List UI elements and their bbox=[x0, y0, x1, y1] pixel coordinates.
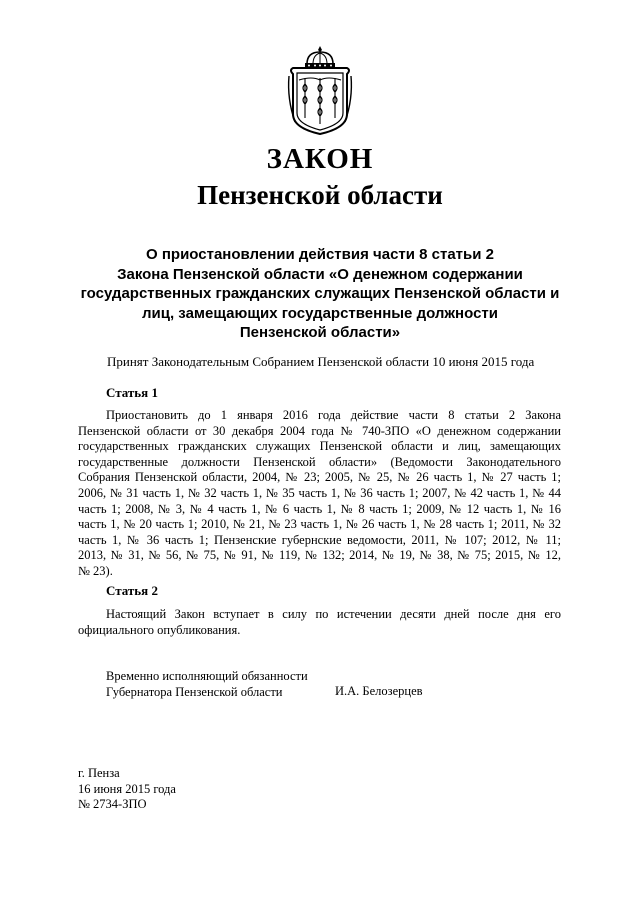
footer-city: г. Пенза bbox=[78, 766, 120, 780]
article-1-line: 2013, № 31, № 56, № 75, № 91, № 119, № 132; 2014, № 19, № 38, № 75; 2015, № 12, bbox=[78, 548, 561, 563]
article-1-line: часть 1; 2008, № 3, № 4 часть 1, № 6 часть 1, № 8 часть 1; 2009, № 12 часть 1, № 16 bbox=[78, 501, 561, 516]
footer-date: 16 июня 2015 года bbox=[78, 781, 176, 796]
signatory-title-line: Временно исполняющий обязанности bbox=[106, 669, 308, 683]
law-title-line: лиц, замещающих государственные должности bbox=[142, 304, 498, 322]
article-2-line: официального опубликования. bbox=[78, 622, 241, 637]
signatory-title bbox=[106, 668, 308, 700]
article-1-line: часть 1, № 20 часть 1; 2010, № 21, № 23 часть 1, № 26 часть 1, № 28 часть 1; 2011, № 32 bbox=[78, 517, 561, 532]
article-1-line: государственные должности Пензенской области» (Ведомости Законодательного bbox=[78, 454, 561, 469]
article-1-line: Пензенской области от 30 декабря 2004 года № 740-ЗПО «О денежном содержании bbox=[78, 423, 561, 438]
article-1-line: часть 1, № 36 часть 1; Пензенские губернские ведомости, 2011, № 107; 2012, № 11; bbox=[78, 532, 561, 547]
article-2-text bbox=[78, 607, 561, 638]
article-1-heading: Статья 1 bbox=[106, 385, 158, 400]
document-region: Пензенской области bbox=[197, 180, 443, 210]
adoption-note: Принят Законодательным Собранием Пензенской области 10 июня 2015 года bbox=[107, 354, 535, 369]
signatory-name: И.А. Белозерцев bbox=[335, 684, 423, 698]
law-title-line: Пензенской области» bbox=[239, 324, 401, 341]
law-title-line: государственных гражданских служащих Пензенской области и bbox=[80, 285, 560, 302]
document-type: ЗАКОН bbox=[266, 143, 374, 175]
penza-oblast-coat-of-arms-icon bbox=[285, 44, 355, 136]
article-1-line: № 23). bbox=[78, 563, 113, 578]
document-footer bbox=[78, 766, 176, 813]
law-title-line: Закона Пензенской области «О денежном содержании bbox=[117, 265, 523, 283]
signatory-title-line: Губернатора Пензенской области bbox=[106, 685, 283, 699]
footer-number: № 2734-ЗПО bbox=[78, 797, 147, 811]
article-2-line: Настоящий Закон вступает в силу по истечении десяти дней после дня его bbox=[106, 607, 561, 621]
article-1-line: государственных гражданских служащих Пензенской области и лиц, замещающих bbox=[78, 439, 561, 454]
law-title bbox=[60, 245, 580, 343]
article-1-line: 2006, № 31 часть 1, № 32 часть 1, № 35 часть 1, № 36 часть 1; 2007, № 42 часть 1, № 44 bbox=[78, 485, 561, 500]
article-1-text bbox=[78, 408, 561, 580]
article-1-line: Приостановить до 1 января 2016 года действие части 8 статьи 2 Закона bbox=[106, 408, 561, 422]
law-title-line: О приостановлении действия части 8 статьи 2 bbox=[146, 246, 494, 263]
article-2-heading: Статья 2 bbox=[106, 583, 158, 598]
article-1-line: Собрания Пензенской области, 2004, № 23; 2005, № 25, № 26 часть 1, № 27 часть 1; bbox=[78, 470, 561, 485]
